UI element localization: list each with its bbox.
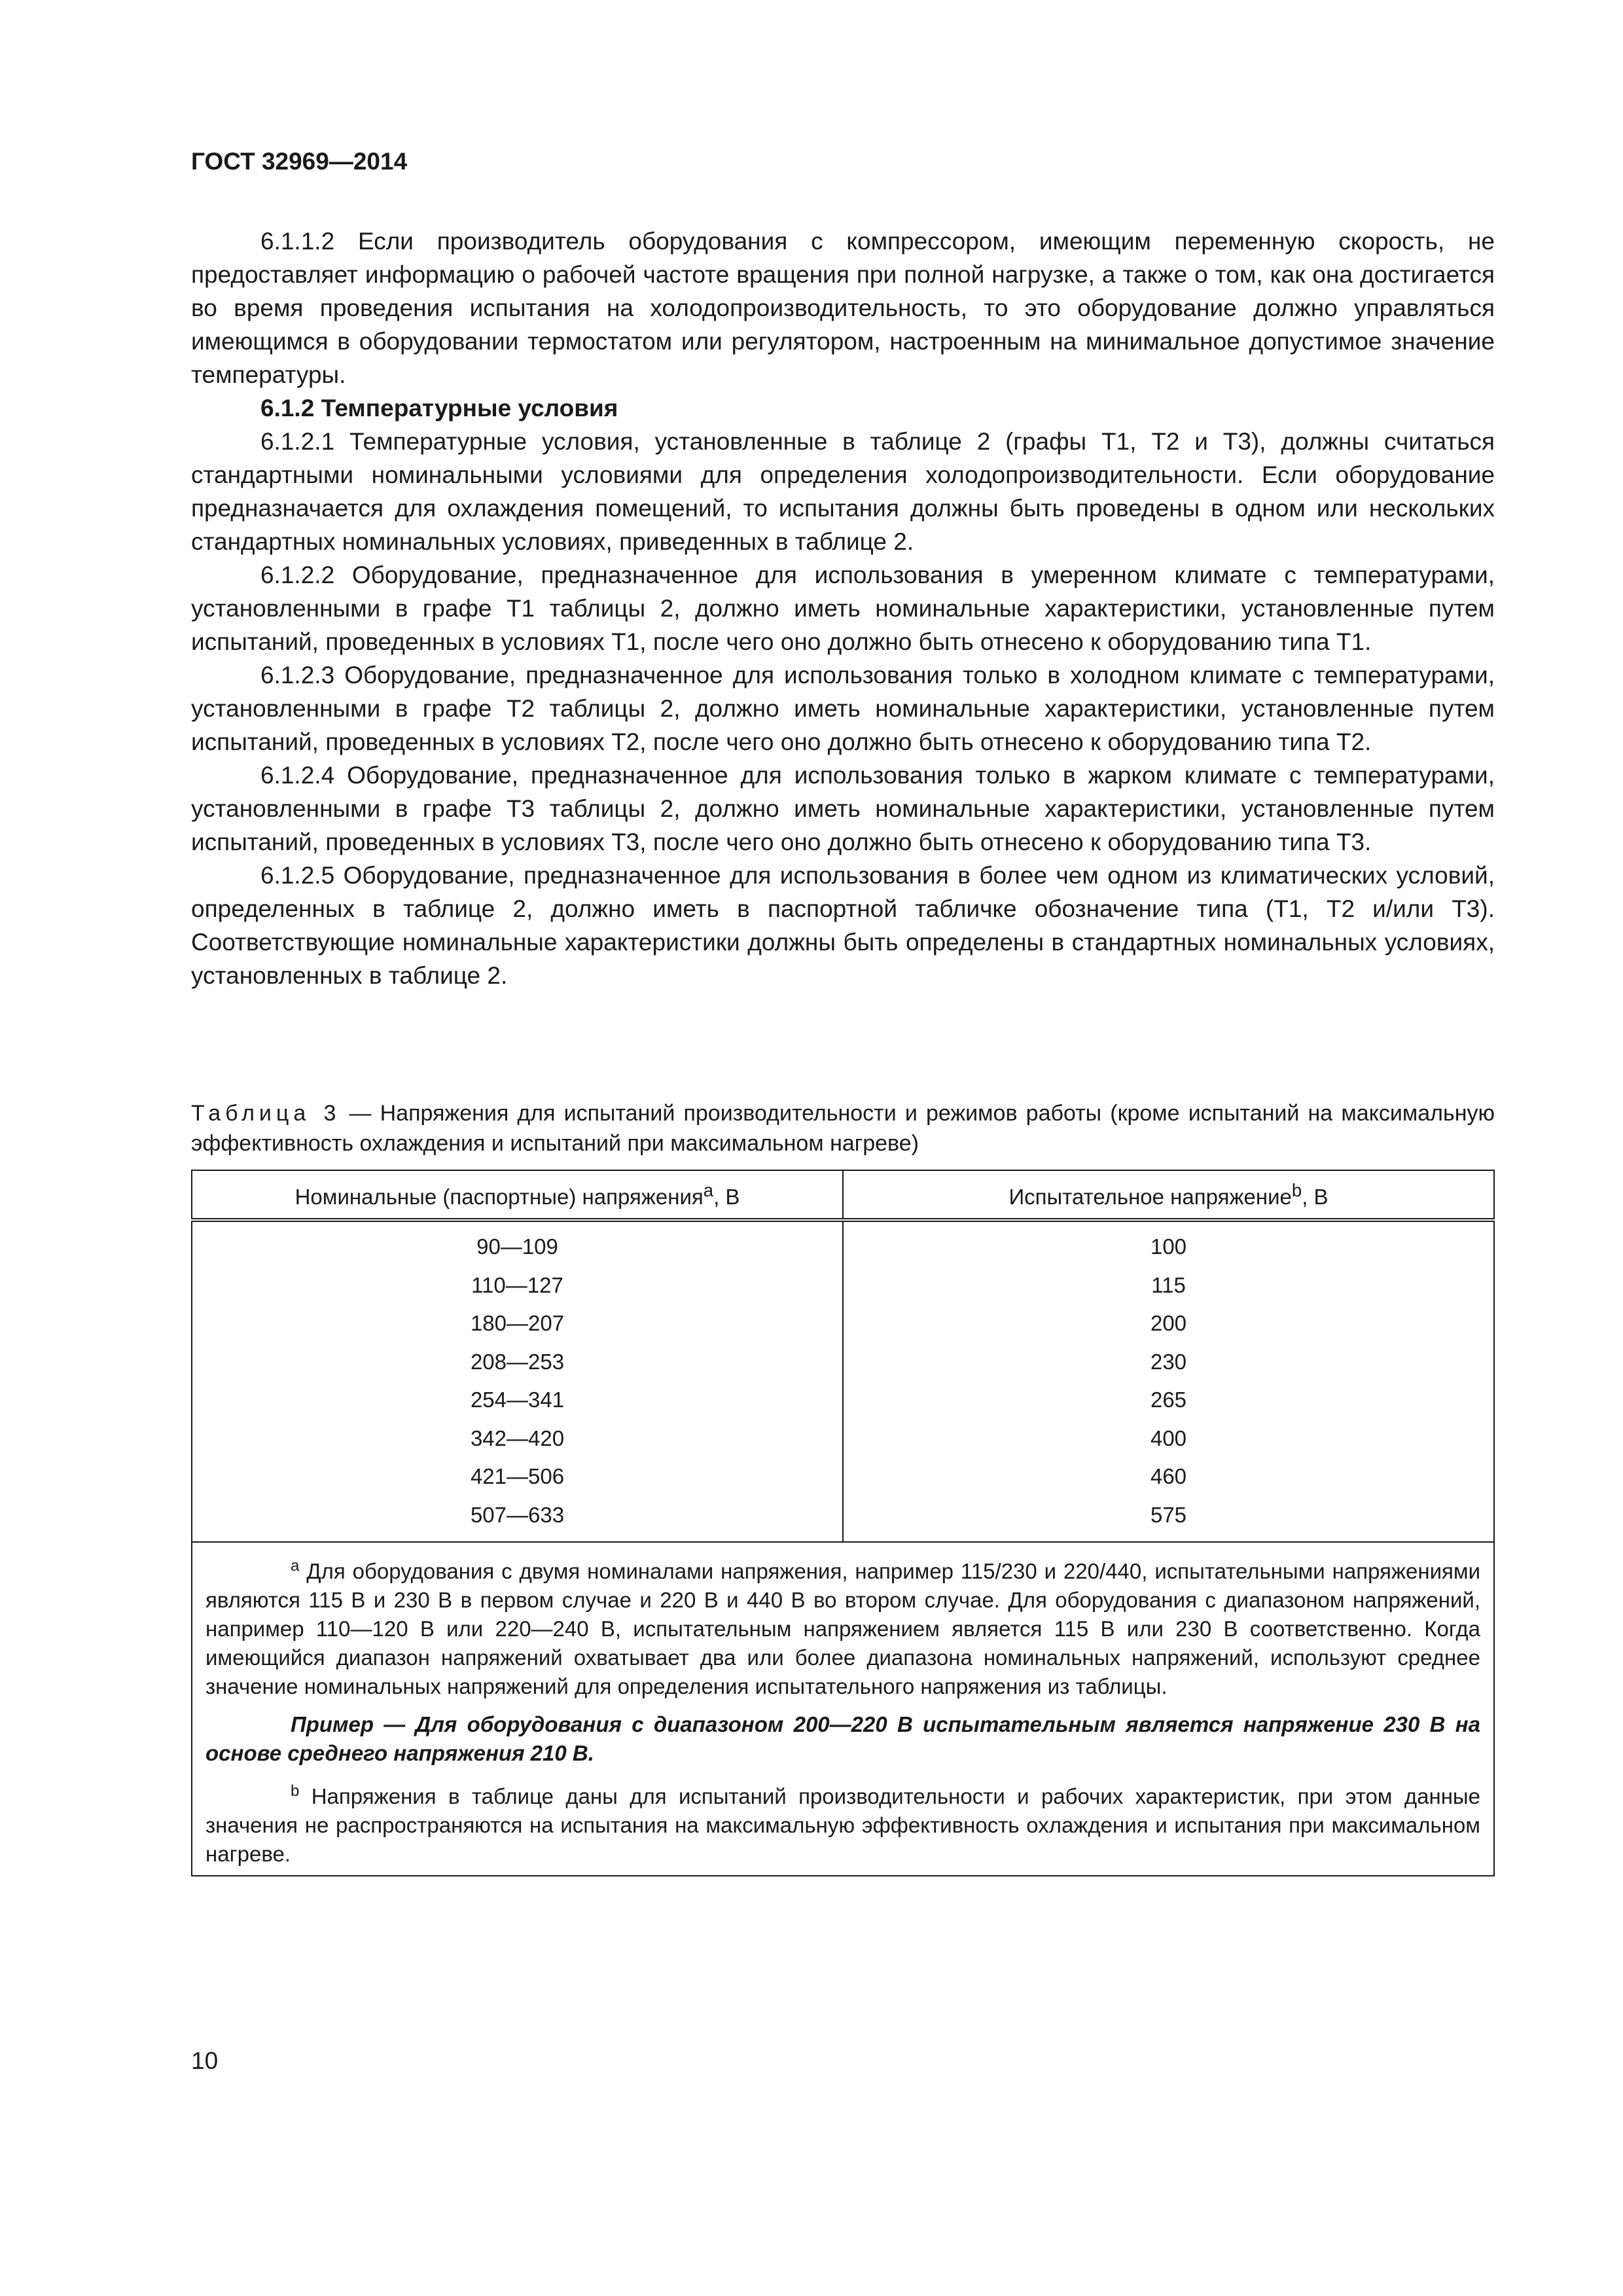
table-row: [192, 1420, 1494, 1458]
table-row: [192, 1343, 1494, 1382]
paragraph-6-1-2-5: 6.1.2.5 Оборудование, предназначенное для использования в более чем одном из климатических условий, определенных в таблице 2, должно иметь в паспортной табличке обозначение типа (Т1, Т2 и/или Т3). Соответствующие номинальные характеристики должны быть определены в стандартных номинальных условиях, установленных в таблице 2.: [191, 862, 1495, 989]
table-row: [192, 1458, 1494, 1496]
paragraph-6-1-2-4: 6.1.2.4 Оборудование, предназначенное для использования только в жарком климате с температурами, установленными в графе Т3 таблицы 2, должно иметь номинальные характеристики, установленные путем испытаний, проведенных в условиях Т3, после чего оно должно быть отнесено к оборудованию типа Т3.: [191, 762, 1495, 855]
test-voltage-cell: 460: [843, 1458, 1494, 1496]
test-voltage-cell: 230: [843, 1343, 1494, 1382]
nominal-voltage-cell: 342—420: [192, 1420, 843, 1458]
nominal-voltage-cell: 208—253: [192, 1343, 843, 1382]
table-caption-label: Таблица 3: [191, 1101, 341, 1126]
table-notes: [192, 1542, 1494, 1876]
footnote-a: [205, 1552, 1480, 1701]
nominal-voltage-cell: 110—127: [192, 1266, 843, 1305]
document-code-header: ГОСТ 32969—2014: [191, 148, 408, 175]
nominal-voltage-cell: 90—109: [192, 1220, 843, 1266]
page-number: 10: [191, 2047, 219, 2074]
test-voltage-cell: 265: [843, 1381, 1494, 1420]
paragraph-6-1-2-2: 6.1.2.2 Оборудование, предназначенное для использования в умеренном климате с температурами, установленными в графе Т1 таблицы 2, должно иметь номинальные характеристики, установленные путем испытаний, проведенных в условиях Т1, после чего оно должно быть отнесено к оборудованию типа Т1.: [191, 562, 1495, 655]
test-voltage-cell: 115: [843, 1266, 1494, 1305]
footnote-a-text: Для оборудования с двумя номиналами напряжения, например 115/230 и 220/440, испытательными напряжениями являются 115 В и 230 В в первом случае и 220 В и 440 В во втором случае. Для оборудования с диапазоном напряжений, например 110—120 В или 220—240 В, испытательным напряжением является 115 В или 230 В соответственно. Когда имеющийся диапазон напряжений охватывает два или более диапазона номинальных напряжений, используют среднее значение номинальных напряжений для определения испытательного напряжения из таблицы.: [205, 1559, 1480, 1698]
test-voltage-cell: 100: [843, 1220, 1494, 1266]
nominal-voltage-cell: 254—341: [192, 1381, 843, 1420]
nominal-voltage-cell: 507—633: [192, 1496, 843, 1543]
table-notes-row: [192, 1542, 1494, 1876]
table-row: [192, 1220, 1494, 1266]
footnote-b-text: Напряжения в таблице даны для испытаний производительности и рабочих характеристик, при этом данные значения не распространяются на испытания на максимальную эффективность охлаждения и испытания при максимальном нагреве.: [205, 1784, 1480, 1866]
paragraph-6-1-2-3: 6.1.2.3 Оборудование, предназначенное для использования только в холодном климате с температурами, установленными в графе Т2 таблицы 2, должно иметь номинальные характеристики, установленные путем испытаний, проведенных в условиях Т2, после чего оно должно быть отнесено к оборудованию типа Т2.: [191, 662, 1495, 755]
table-row: [192, 1496, 1494, 1543]
voltage-table: [191, 1170, 1495, 1876]
table-caption: [191, 1098, 1495, 1158]
test-voltage-cell: 200: [843, 1304, 1494, 1343]
example-note: Пример — Для оборудования с диапазоном 200—220 В испытательным является напряжение 230 В на основе среднего напряжения 210 В.: [205, 1712, 1480, 1765]
paragraph-6-1-1-2: 6.1.1.2 Если производитель оборудования с компрессором, имеющим переменную скорость, не предоставляет информацию о рабочей частоте вращения при полной нагрузке, а также о том, как она достигается во время проведения испытания на холодопроизводительность, то это оборудование должно управляться имеющимся в оборудовании термостатом или регулятором, настроенным на минимальное допустимое значение температуры.: [191, 228, 1495, 388]
section-heading-6-1-2: 6.1.2 Температурные условия: [260, 395, 618, 422]
nominal-voltage-cell: 180—207: [192, 1304, 843, 1343]
table-row: [192, 1266, 1494, 1305]
paragraph-6-1-2-1: 6.1.2.1 Температурные условия, установленные в таблице 2 (графы Т1, Т2 и Т3), должны считаться стандартными номинальными условиями для определения холодопроизводительности. Если оборудование предназначается для охлаждения помещений, то испытания должны быть проведены в одном или нескольких стандартных номинальных условиях, приведенных в таблице 2.: [191, 428, 1495, 555]
column-header-nominal: Номинальные (паспортные) напряжения$^a$, В: [192, 1170, 843, 1220]
nominal-voltage-cell: 421—506: [192, 1458, 843, 1496]
test-voltage-cell: 575: [843, 1496, 1494, 1543]
column-header-test: Испытательное напряжение$^b$, В: [843, 1170, 1494, 1220]
table-row: [192, 1304, 1494, 1343]
footnote-b-mark: b: [291, 1782, 300, 1800]
footnote-b: [205, 1777, 1480, 1869]
footnote-a-mark: a: [291, 1557, 300, 1575]
test-voltage-cell: 400: [843, 1420, 1494, 1458]
body-text: [191, 224, 1495, 992]
table-caption-text: — Напряжения для испытаний производительности и режимов работы (кроме испытаний на максимальную эффективность охлаждения и испытаний при максимальном нагреве): [191, 1101, 1495, 1156]
table-row: [192, 1381, 1494, 1420]
